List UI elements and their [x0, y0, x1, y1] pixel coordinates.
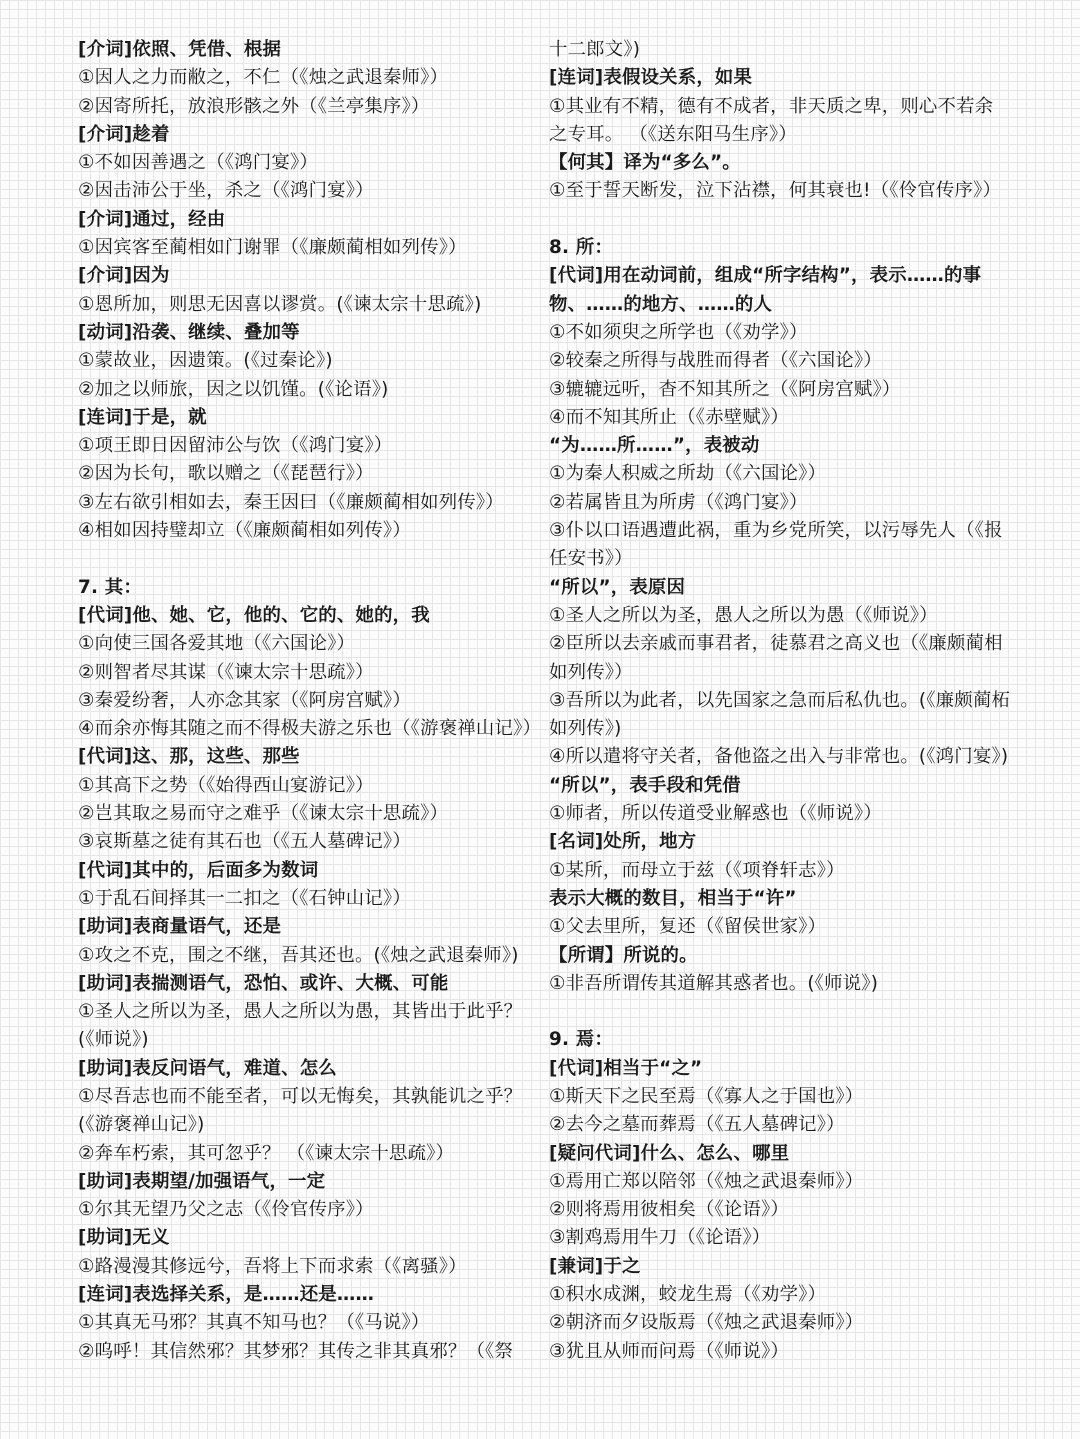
example-sentence: ①父去里所，复还（《留侯世家》）: [549, 916, 827, 938]
example-sentence: ①其真无马邪？其真不知马也？（《马说》）: [78, 1312, 430, 1334]
example-sentence: ①其高下之势（《始得西山宴游记》）: [78, 774, 374, 796]
usage-heading: [兼词]于之: [549, 1255, 641, 1277]
usage-heading: [动词]沿袭、继续、叠加等: [78, 321, 300, 343]
usage-heading: [助词]表反问语气，难道、怎么: [78, 1057, 337, 1079]
spacer: [78, 545, 536, 573]
usage-heading: [介词]趁着: [78, 123, 170, 145]
example-sentence: ①蒙故业，因遗策。(《过秦论》): [78, 350, 333, 372]
usage-heading: [代词]其中的，后面多为数词: [78, 859, 319, 881]
example-sentence: ④而余亦悔其随之而不得极夫游之乐也（《游褒禅山记》）: [78, 718, 542, 740]
example-sentence: ④所以遣将守关者，备他盗之出入与非常也。(《鸿门宴》): [549, 746, 1009, 768]
example-sentence: ①因宾客至蔺相如门谢罪（《廉颇蔺相如列传》）: [78, 237, 467, 259]
usage-heading: 【所谓】所说的。: [549, 944, 698, 966]
example-sentence: ②则智者尽其谋（《谏太宗十思疏》）: [78, 661, 374, 683]
example-sentence: ②较秦之所得与战胜而得者（《六国论》）: [549, 350, 882, 372]
example-sentence: ③左右欲引相如去，秦王因曰（《廉颇蔺相如列传》）: [78, 491, 504, 513]
spacer: [549, 998, 1011, 1026]
example-sentence: ①因人之力而敝之，不仁（《烛之武退秦师》）: [78, 67, 449, 89]
example-sentence: ③哀斯墓之徒有其石也（《五人墓碑记》）: [78, 831, 411, 853]
usage-heading: [助词]无义: [78, 1227, 170, 1249]
example-sentence: ②呜呼！其信然邪？其梦邪？其传之非其真邪？（《祭: [78, 1340, 514, 1362]
example-sentence: ②岂其取之易而守之难乎（《谏太宗十思疏》）: [78, 803, 449, 825]
usage-heading: [介词]因为: [78, 265, 170, 287]
example-sentence: ①圣人之所以为圣，愚人之所以为愚，其皆出于此乎？(《师说》): [78, 1001, 523, 1051]
example-sentence: ①至于誓天断发，泣下沾襟，何其衰也!（《伶官传序》）: [549, 180, 1002, 202]
example-sentence: ②加之以师旅，因之以饥馑。(《论语》): [78, 378, 389, 400]
example-sentence: ①恩所加，则思无因喜以谬赏。(《谏太宗十思疏》): [78, 293, 482, 315]
example-sentence: ①为秦人积威之所劫（《六国论》）: [549, 463, 827, 485]
usage-heading: “为……所……”，表被动: [549, 435, 760, 457]
usage-heading: [连词]表选择关系，是……还是……: [78, 1284, 375, 1306]
usage-heading: “所以”，表原因: [549, 576, 686, 598]
example-sentence: ③秦爱纷奢，人亦念其家（《阿房宫赋》）: [78, 689, 411, 711]
usage-heading: [名词]处所，地方: [549, 831, 697, 853]
example-sentence: ①攻之不克，围之不继，吾其还也。(《烛之武退秦师》): [78, 944, 519, 966]
usage-heading: [疑问代词]什么、怎么、哪里: [549, 1142, 790, 1164]
example-sentence: ②则将焉用彼相矣（《论语》）: [549, 1199, 789, 1221]
example-sentence: ①积水成渊，蛟龙生焉（《劝学》）: [549, 1284, 827, 1306]
example-sentence: ②因击沛公于坐，杀之（《鸿门宴》）: [78, 180, 374, 202]
example-sentence: ②因寄所托，放浪形骸之外（《兰亭集序》）: [78, 95, 430, 117]
usage-heading: [代词]相当于“之”: [549, 1057, 703, 1079]
example-sentence: ②因为长句，歌以赠之（《琵琶行》）: [78, 463, 374, 485]
example-sentence: ①圣人之所以为圣，愚人之所以为愚（《师说》）: [549, 604, 938, 626]
example-sentence: ③吾所以为此者，以先国家之急而后私仇也。(《廉颇蔺柘如列传》): [549, 689, 1011, 740]
usage-heading: “所以”，表手段和凭借: [549, 774, 741, 796]
usage-heading: [介词]通过，经由: [78, 208, 226, 230]
usage-heading: [助词]表揣测语气，恐怕、或许、大概、可能: [78, 972, 449, 994]
example-sentence: ①焉用亡郑以陪邻（《烛之武退秦师》）: [549, 1170, 864, 1192]
example-sentence: ④相如因持璧却立（《廉颇蔺相如列传》）: [78, 520, 411, 542]
example-sentence: ③仆以口语遇遭此祸，重为乡党所笑，以污辱先人（《报任安书》）: [549, 520, 1003, 570]
example-sentence: ②去今之墓而葬焉（《五人墓碑记》）: [549, 1114, 845, 1136]
example-sentence: ①项王即日因留沛公与饮（《鸿门宴》）: [78, 435, 393, 457]
example-sentence: ①斯天下之民至焉（《寡人之于国也》）: [549, 1085, 864, 1107]
example-sentence: ③割鸡焉用牛刀（《论语》）: [549, 1227, 771, 1249]
usage-heading: [代词]这、那，这些、那些: [78, 746, 300, 768]
example-sentence: ①某所，而母立于兹（《项脊轩志》）: [549, 859, 845, 881]
section-title: 7. 其：: [78, 576, 142, 598]
example-sentence: 十二郎文》): [549, 39, 641, 60]
example-sentence: ①向使三国各爱其地（《六国论》）: [78, 633, 356, 655]
example-sentence: ①其业有不精，德有不成者，非天质之卑，则心不若余之专耳。 （《送东阳马生序》）: [549, 95, 994, 145]
example-sentence: ①尽吾志也而不能至者，可以无悔矣，其孰能讥之乎？(《游褒禅山记》): [78, 1085, 523, 1136]
usage-heading: [连词]于是，就: [78, 406, 207, 428]
section-title: 8. 所：: [549, 237, 613, 259]
usage-heading: [助词]表商量语气，还是: [78, 916, 282, 938]
example-sentence: ①不如因善遇之（《鸿门宴》）: [78, 152, 318, 174]
usage-heading: 【何其】译为“多么”。: [549, 152, 741, 174]
example-sentence: ①尔其无望乃父之志（《伶官传序》）: [78, 1199, 374, 1221]
usage-heading: [代词]他、她、它，他的、它的、她的，我: [78, 604, 430, 626]
usage-heading: [助词]表期望/加强语气，一定: [78, 1170, 326, 1192]
example-sentence: ②奔车朽索，其可忽乎？ （《谏太宗十思疏》）: [78, 1142, 455, 1164]
usage-heading: [连词]表假设关系，如果: [549, 67, 753, 89]
section-title: 9. 焉：: [549, 1029, 613, 1051]
example-sentence: ③辘辘远听，杳不知其所之（《阿房宫赋》）: [549, 378, 901, 400]
spacer: [549, 206, 1011, 234]
example-sentence: ①于乱石间择其一二扣之（《石钟山记》）: [78, 887, 411, 909]
example-sentence: ④而不知其所止（《赤壁赋》）: [549, 406, 789, 428]
usage-heading: 表示大概的数目，相当于“许”: [549, 887, 797, 909]
example-sentence: ③犹且从师而问焉（《师说》）: [549, 1340, 789, 1362]
left-column: [78, 36, 542, 1366]
right-column: [549, 36, 1011, 1366]
example-sentence: ①非吾所谓传其道解其惑者也。(《师说》): [549, 972, 879, 994]
example-sentence: ②臣所以去亲戚而事君者，徒慕君之高义也（《廉颇蔺相如列传》）: [549, 633, 1003, 683]
example-sentence: ②若属皆且为所虏（《鸿门宴》）: [549, 491, 808, 513]
example-sentence: ①不如须臾之所学也（《劝学》）: [549, 321, 808, 343]
example-sentence: ②朝济而夕设版焉（《烛之武退秦师》）: [549, 1312, 864, 1334]
usage-heading: [介词]依照、凭借、根据: [78, 39, 282, 60]
example-sentence: ①路漫漫其修远兮，吾将上下而求索（《离骚》）: [78, 1255, 467, 1277]
usage-heading: [代词]用在动词前，组成“所字结构”，表示……的事物、……的地方、……的人: [549, 265, 982, 315]
example-sentence: ①师者，所以传道受业解惑也（《师说》）: [549, 803, 882, 825]
